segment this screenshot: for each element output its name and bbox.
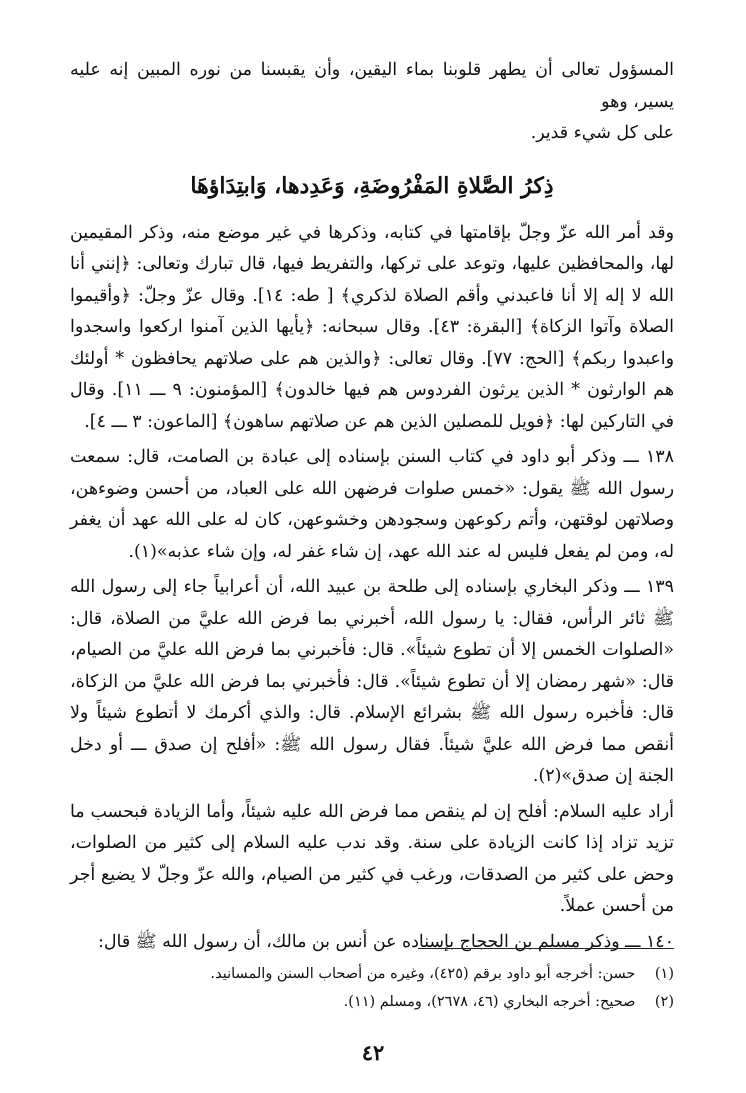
section-heading: ذِكرُ الصَّلاةِ المَفْرُوضَةِ، وَعَدِدها، وَابتِدَاؤهَا bbox=[190, 172, 554, 199]
page-number: ٤٢ bbox=[361, 1040, 385, 1065]
intro-line-1: المسؤول تعالى أن يطهر قلوبنا بماء اليقين، وأن يقبسنا من نوره المبين إنه عليه يسير، وهو bbox=[70, 60, 674, 112]
hadith-140: ١٤٠ ـــ وذكر مسلم بن الحجاج بإسناده عن أنس بن مالك، أن رسول الله ﷺ قال: bbox=[98, 931, 674, 952]
footnote-divider bbox=[418, 948, 674, 949]
paragraph-verses: وقد أمر الله عزّ وجلّ بإقامتها في كتابه، وذكرها في غير موضع منه، وذكر المقيمين لها، والمحافظين عليها، وتوعد على تركها، والتفريط فيها، قال تبارك وتعالى: ﴿إنني أنا الله لا إله إلا أنا فاعبدني وأقم الصلاة لذكري﴾ [ طه: ١٤]. وقال عزّ وجلّ: ﴿وأقيموا الصلاة وآتوا الزكاة﴾ [البقرة: ٤٣]. وقال سبحانه: ﴿يأيها الذين آمنوا اركعوا واسجدوا واعبدوا ربكم﴾ [الحج: ٧٧]. وقال تعالى: ﴿والذين هم على صلاتهم يحافظون * أولئك هم الوارثون * الذين يرثون الفردوس هم فيها خالدون﴾ [المؤمنون: ٩ ـــ ١١]. وقال في التاركين لها: ﴿فويل للمصلين الذين هم عن صلاتهم ساهون﴾ [الماعون: ٣ ـــ ٤]. bbox=[70, 222, 675, 432]
footnote-2 bbox=[70, 988, 674, 1016]
footnote-text: حسن: أخرجه أبو داود برقم (٤٢٥)، وغيره من أصحاب السنن والمسانيد. bbox=[210, 966, 636, 982]
footnotes bbox=[70, 960, 674, 1016]
intro-line-2: على كل شيء قدير. bbox=[530, 123, 674, 143]
footnote-number: (١) bbox=[654, 966, 674, 982]
footnote-1 bbox=[70, 960, 674, 988]
footnote-text: صحيح: أخرجه البخاري (٤٦، ٢٦٧٨)، ومسلم (١١). bbox=[343, 994, 636, 1010]
hadith-138: ١٣٨ ـــ وذكر أبو داود في كتاب السنن بإسناده إلى عبادة بن الصامت، قال: سمعت رسول الله ﷺ يقول: «خمس صلوات فرضهن الله على العباد، من أحسن وضوءهن، وصلاتهن لوقتهن، وأتم ركوعهن وسجودهن وخشوعهن، كان له على الله عهد أن يغفر له، ومن لم يفعل فليس له عند الله عهد، إن شاء غفر له، وإن شاء عذبه»(١). bbox=[70, 447, 674, 562]
footnote-number: (٢) bbox=[654, 994, 674, 1010]
hadith-139: ١٣٩ ـــ وذكر البخاري بإسناده إلى طلحة بن عبيد الله، أن أعرابياً جاء إلى رسول الله ﷺ ثائر الرأس، فقال: يا رسول الله، أخبرني بما فرض الله عليَّ من الصلاة، قال: «الصلوات الخمس إلا أن تطوع شيئاً». قال: فأخبرني بما فرض الله عليَّ من الصيام، قال: «شهر رمضان إلا أن تطوع شيئاً». قال: فأخبرني بما فرض الله عليَّ من الزكاة، قال: فأخبره رسول الله ﷺ بشرائع الإسلام. قال: والذي أكرمك لا أتطوع شيئاً ولا أنقص مما فرض الله عليَّ شيئاً. فقال رسول الله ﷺ: «أفلح إن صدق ـــ أو دخل الجنة إن صدق»(٢). bbox=[70, 577, 674, 786]
main-text bbox=[70, 55, 674, 958]
explanation-paragraph: أراد عليه السلام: أفلح إن لم ينقص مما فرض الله عليه شيئاً، وأما الزيادة فبحسب ما تزيد تزاد إذا كانت الزيادة على سنة. وقد ندب عليه السلام إلى كثير من الصلوات، وحض على كثير من الصدقات، ورغب في كثير من الصيام، والله عزّ وجلّ لا يضيع أجر من أحسن عملاً. bbox=[70, 801, 674, 916]
